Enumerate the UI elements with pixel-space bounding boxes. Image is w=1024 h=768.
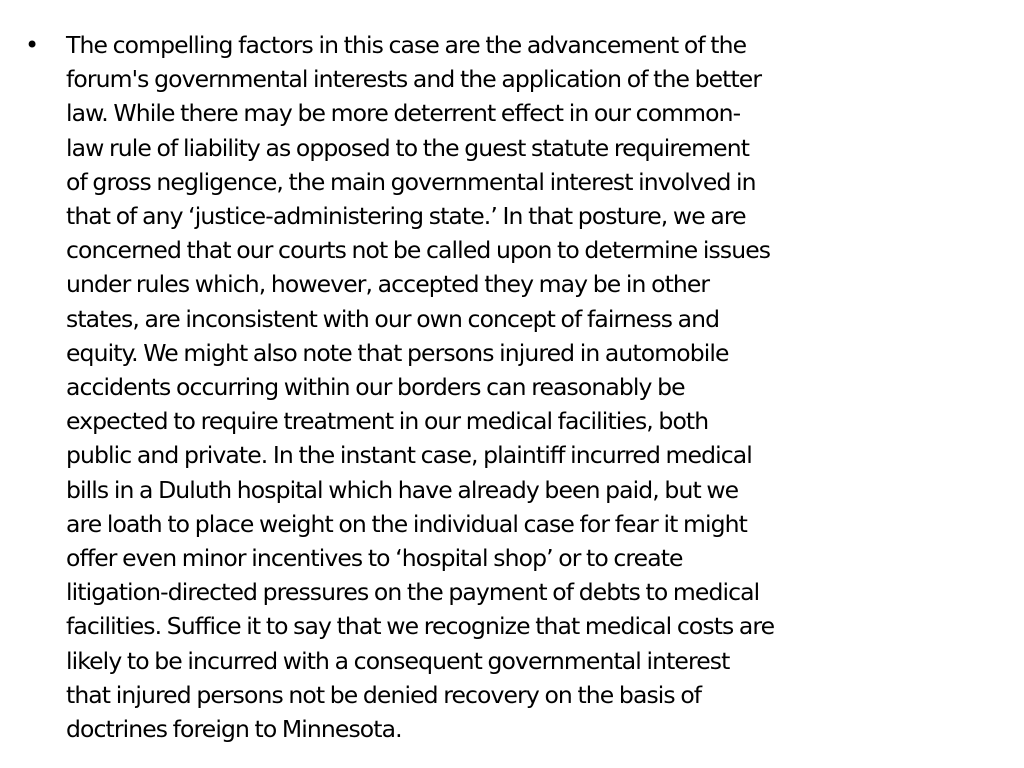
paragraph-line: doctrines foreign to Minnesota. [66,715,402,744]
paragraph-line: states, are inconsistent with our own concept of fairness and [66,304,720,333]
paragraph-line: litigation-directed pressures on the payment of debts to medical [66,578,760,607]
paragraph-line: facilities. Suffice it to say that we recognize that medical costs are [66,612,775,641]
paragraph-line: likely to be incurred with a consequent governmental interest [66,646,730,675]
paragraph-line: accidents occurring within our borders can reasonably be [66,373,685,402]
paragraph-line: equity. We might also note that persons injured in automobile [66,338,729,367]
paragraph-line: bills in a Duluth hospital which have already been paid, but we [66,475,739,504]
paragraph-line: expected to require treatment in our medical facilities, both [66,407,709,436]
paragraph-line: that of any ‘justice-administering state.’ In that posture, we are [66,202,746,231]
paragraph-line: public and private. In the instant case, plaintiff incurred medical [66,441,752,470]
paragraph-line: law rule of liability as opposed to the guest statute requirement [66,133,750,162]
bullet-item [20,28,1015,746]
paragraph-line: concerned that our courts not be called upon to determine issues [66,236,771,265]
paragraph-line: under rules which, however, accepted they may be in other [66,270,710,299]
paragraph-line: The compelling factors in this case are the advancement of the [66,31,747,59]
paragraph-line: offer even minor incentives to ‘hospital shop’ or to create [66,544,683,573]
paragraph-line: are loath to place weight on the individual case for fear it might [66,509,747,538]
paragraph-line: law. While there may be more deterrent effect in our common- [66,99,741,128]
slide-content [20,28,1015,746]
paragraph-line: of gross negligence, the main governmental interest involved in [66,167,756,196]
paragraph-line: forum's governmental interests and the application of the better [66,65,762,94]
paragraph-line: that injured persons not be denied recovery on the basis of [66,680,702,709]
bullet-paragraph [66,28,1015,746]
bullet-marker: • [25,31,40,59]
